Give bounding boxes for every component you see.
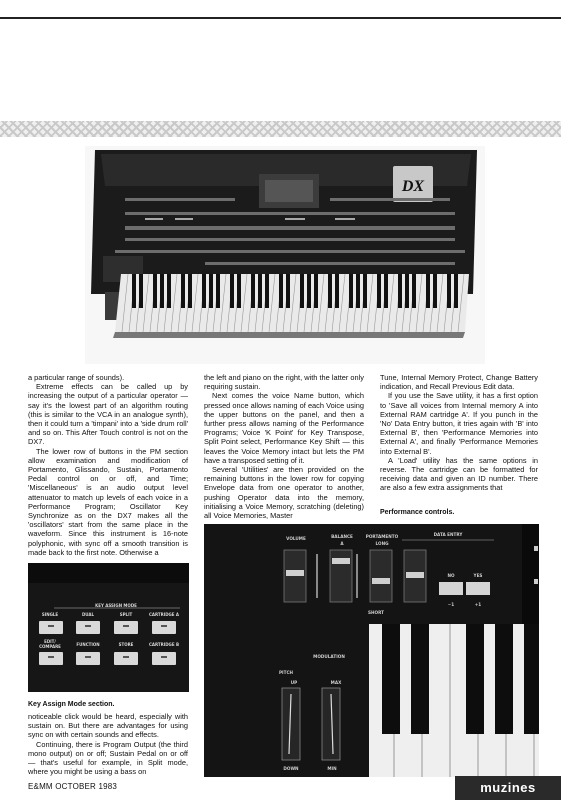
performance-controls-photo (204, 524, 539, 777)
paragraph: Extreme effects can be called up by increasing the output of a particular operator — say it's the lowest part of an algorithm routing (this is similar to the VCA in an analogue synth), then it could turn a 'timpani' into a 'side drum roll' and so on. This After Touch control is not on the DX7. (28, 382, 188, 447)
paragraph: Several 'Utilities' are then provided on the remaining buttons in the lower row for copying Envelope data from one operator to another, pushing Operator data into the memory, initialising a Voice Memory, scratching (deleting) all Voice Memories, Master (204, 465, 364, 521)
svg-text:MIN: MIN (327, 766, 337, 771)
paragraph: noticeable click would be heard, especially with sustain on. But there are advantages for using sync on with certain sounds and effects. (28, 712, 188, 740)
svg-text:COMPARE: COMPARE (39, 644, 61, 649)
svg-text:+1: +1 (474, 602, 482, 607)
performance-panel-drawing (204, 524, 539, 777)
muzines-logo[interactable]: muzines (455, 776, 561, 800)
svg-text:PITCH: PITCH (278, 670, 294, 675)
column-1-text (28, 373, 188, 557)
svg-text:PORTAMENTO: PORTAMENTO (365, 534, 399, 539)
svg-text:DUAL: DUAL (81, 612, 95, 617)
svg-text:MAX: MAX (330, 680, 342, 685)
key-assign-photo (28, 563, 189, 692)
paragraph: Next comes the voice Name button, which pressed once allows naming of each Voice using the upper buttons on the panel, and then a further press allows naming of the Performance Programs; Voice 'K Point' for Key Transpose, Split Point select, Performance Key Shift — this leaves the Voice Memory intact but lets the PM have a transposed setting of it. (204, 391, 364, 465)
svg-text:EDIT/: EDIT/ (44, 639, 56, 644)
svg-text:SINGLE: SINGLE (41, 612, 59, 617)
paragraph: If you use the Save utility, it has a first option to 'Save all voices from Internal memory A into External RAM cartridge A'. If you punch in the 'No' Data Entry button, it tries again with 'B' into External B', then 'Performance Memories into External A', and finally 'Performance Memories into External B'. (380, 391, 538, 456)
svg-text:NO: NO (447, 573, 455, 578)
paragraph: a particular range of sounds). (28, 373, 125, 382)
hatched-banner (0, 121, 561, 137)
svg-text:YES: YES (473, 573, 483, 578)
svg-text:CARTRIDGE A: CARTRIDGE A (148, 612, 180, 617)
svg-text:DOWN: DOWN (283, 766, 299, 771)
svg-text:MODULATION: MODULATION (313, 654, 345, 659)
svg-text:VOLUME: VOLUME (286, 536, 306, 541)
svg-text:STORE: STORE (118, 642, 134, 647)
paragraph: The lower row of buttons in the PM section allow examination and modification of Portamento, Glissando, Sustain, Portamento Pedal control on or off, and Time; 'Miscellaneous' is an audio output level attenuator to match up levels of each voice in a Performance Program; Oscillator Key Synchronize as on the DX7 makes all the 'oscillators' start from the same place in the waveform. Since this instrument is 16-note polyphonic, with sync off a smooth transition is made back to the first note. Otherwise a (28, 446, 188, 557)
column-2-text (204, 373, 364, 520)
page-footer: E&MM OCTOBER 1983 (28, 782, 118, 791)
svg-text:DATA ENTRY: DATA ENTRY (433, 532, 463, 537)
synth-photo (85, 146, 485, 364)
svg-text:CARTRIDGE B: CARTRIDGE B (148, 642, 180, 647)
svg-text:LONG: LONG (375, 541, 389, 546)
column-3-text (380, 373, 538, 493)
svg-text:FUNCTION: FUNCTION (76, 642, 100, 647)
paragraph: the left and piano on the right, with the latter only requiring sustain. (204, 373, 364, 392)
svg-text:DX: DX (401, 178, 425, 195)
paragraph: Tune, Internal Memory Protect, Change Battery indication, and Recall Previous Edit data. (380, 373, 538, 392)
svg-text:SHORT: SHORT (368, 610, 384, 615)
ghost-heading-fragment (388, 86, 560, 122)
synth-photo-drawing (85, 146, 485, 364)
svg-text:A: A (340, 541, 344, 546)
svg-text:BALANCE: BALANCE (331, 534, 353, 539)
svg-text:−1: −1 (447, 602, 455, 607)
top-rule (0, 17, 561, 19)
key-assign-caption: Key Assign Mode section. (28, 701, 115, 708)
svg-text:UP: UP (290, 680, 298, 685)
svg-text:SPLIT: SPLIT (119, 612, 133, 617)
paragraph: Continuing, there is Program Output (the third mono output) on or off; Sustain Pedal on or off — that's useful for example, in Split mode, where you might be using a bass on (28, 739, 188, 777)
paragraph: A 'Load' utility has the same options in reverse. The cartridge can be formatted for receiving data and given an ID number. There are also a few extra assignments that (380, 455, 538, 493)
performance-caption: Performance controls. (380, 509, 455, 516)
key-assign-panel-drawing (28, 563, 189, 692)
svg-text:KEY ASSIGN MODE: KEY ASSIGN MODE (95, 603, 137, 608)
column-1-lower-text (28, 712, 188, 776)
